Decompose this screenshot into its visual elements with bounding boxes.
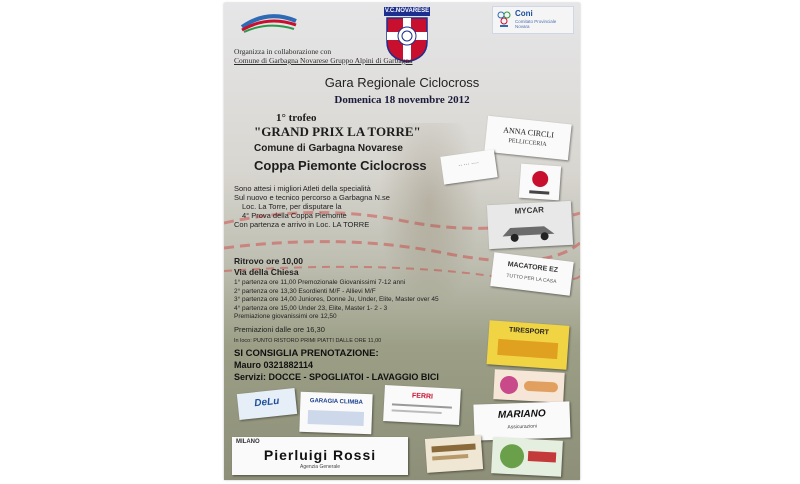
cup-name: Coppa Piemonte Ciclocross (254, 158, 427, 173)
meeting-time: Ritrovo ore 10,00 (234, 256, 303, 266)
sponsor-card (425, 435, 483, 473)
sponsor-mycar: MYCAR (487, 201, 573, 249)
sponsor-mariano: MARIANO Assicurazioni (473, 401, 570, 440)
trophy-name: "GRAND PRIX LA TORRE" (254, 124, 421, 139)
contact-phone: Mauro 0321882114 (234, 360, 314, 370)
flower-icon (500, 375, 519, 394)
event-description: Sono attesi i migliori Atleti della specialità Sul nuovo e tecnico percorso a Garbagna N.se Loc. La Torre, per disputare la 4° Prova della Coppa Piemonte Con partenza e arrivo in Loc. LA TORRE (234, 184, 390, 229)
coni-logo (492, 6, 574, 34)
car-icon (496, 217, 565, 245)
booking-note: SI CONSIGLIA PRENOTAZIONE: (234, 348, 379, 359)
coni-name: Coni (515, 9, 533, 18)
sponsor-bar (432, 454, 468, 461)
sponsor-emblem-icon (519, 164, 561, 201)
garagia-banner (308, 410, 364, 426)
sponsor-logo-card (519, 164, 561, 201)
beauty-label-shape (524, 381, 558, 393)
club-crest-label: V.C.NOVARESE (384, 8, 430, 14)
start-item: 4° partenza ore 15,00 Under 23, Elite, Master 1- 2 - 3 (234, 304, 388, 312)
coni-sub: Comitato Provinciale Novara (515, 19, 557, 29)
event-poster (224, 3, 580, 480)
municipality: Comune di Garbagna Novarese (254, 143, 403, 154)
prize-time: Premiazioni dalle ore 16,30 (234, 325, 325, 334)
trophy-number: 1° trofeo (276, 112, 317, 124)
sponsor-pierluigi-rossi: MILANO Pierluigi Rossi Agenzia Generale (232, 437, 408, 475)
ferri-divider (392, 403, 452, 408)
ferri-divider (392, 409, 442, 414)
event-type: Gara Regionale Ciclocross (324, 75, 480, 90)
start-schedule (234, 279, 439, 322)
sponsor-card: ·· ··· ···· (440, 149, 497, 184)
sponsor-anna-circli: ANNA CIRCLI PELLICCERIA (484, 116, 571, 161)
start-item: 2° partenza ore 13,30 Esordienti M/F - Allievi M/F (234, 287, 376, 295)
refreshment-info: In loco: PUNTO RISTORO PRIMI PIATTI DALLE ORE 11,00 (234, 338, 382, 344)
leaf-icon (499, 444, 524, 469)
sponsor-tiresport: TIRESPORT (487, 320, 570, 369)
coni-rings-icon (497, 10, 511, 28)
tiresport-banner (497, 339, 558, 359)
meeting-place: Via della Chiesa (234, 267, 299, 277)
sponsor-bar (528, 451, 556, 462)
youth-prize-time: Premiazione giovanissimi ore 12,50 (234, 313, 337, 320)
sponsor-beauty (493, 369, 564, 403)
start-item: 3° partenza ore 14,00 Juniores, Donne Ju, Under, Elite, Master over 45 (234, 296, 439, 303)
event-date: Domenica 18 novembre 2012 (334, 94, 470, 106)
sponsor-ferri: FERRI (383, 385, 461, 425)
start-item: 1° partenza ore 11,00 Premozionale Giovanissimi 7-12 anni (234, 279, 406, 286)
sponsor-macatore: MACATORE EZ TUTTO PER LA CASA (490, 252, 574, 295)
sponsor-delu: DeLu (237, 388, 297, 420)
organizers: Organizza in collaborazione con Comune di Garbagna Novarese Gruppo Alpini di Garbagna (234, 47, 413, 65)
sponsor-garagia: GARAGIA CLIMBA (299, 392, 372, 434)
federation-logo (238, 11, 300, 33)
services: Servizi: DOCCE - SPOGLIATOI - LAVAGGIO BICI (234, 372, 439, 382)
sponsor-bar (431, 443, 475, 452)
sponsor-card (491, 437, 563, 477)
